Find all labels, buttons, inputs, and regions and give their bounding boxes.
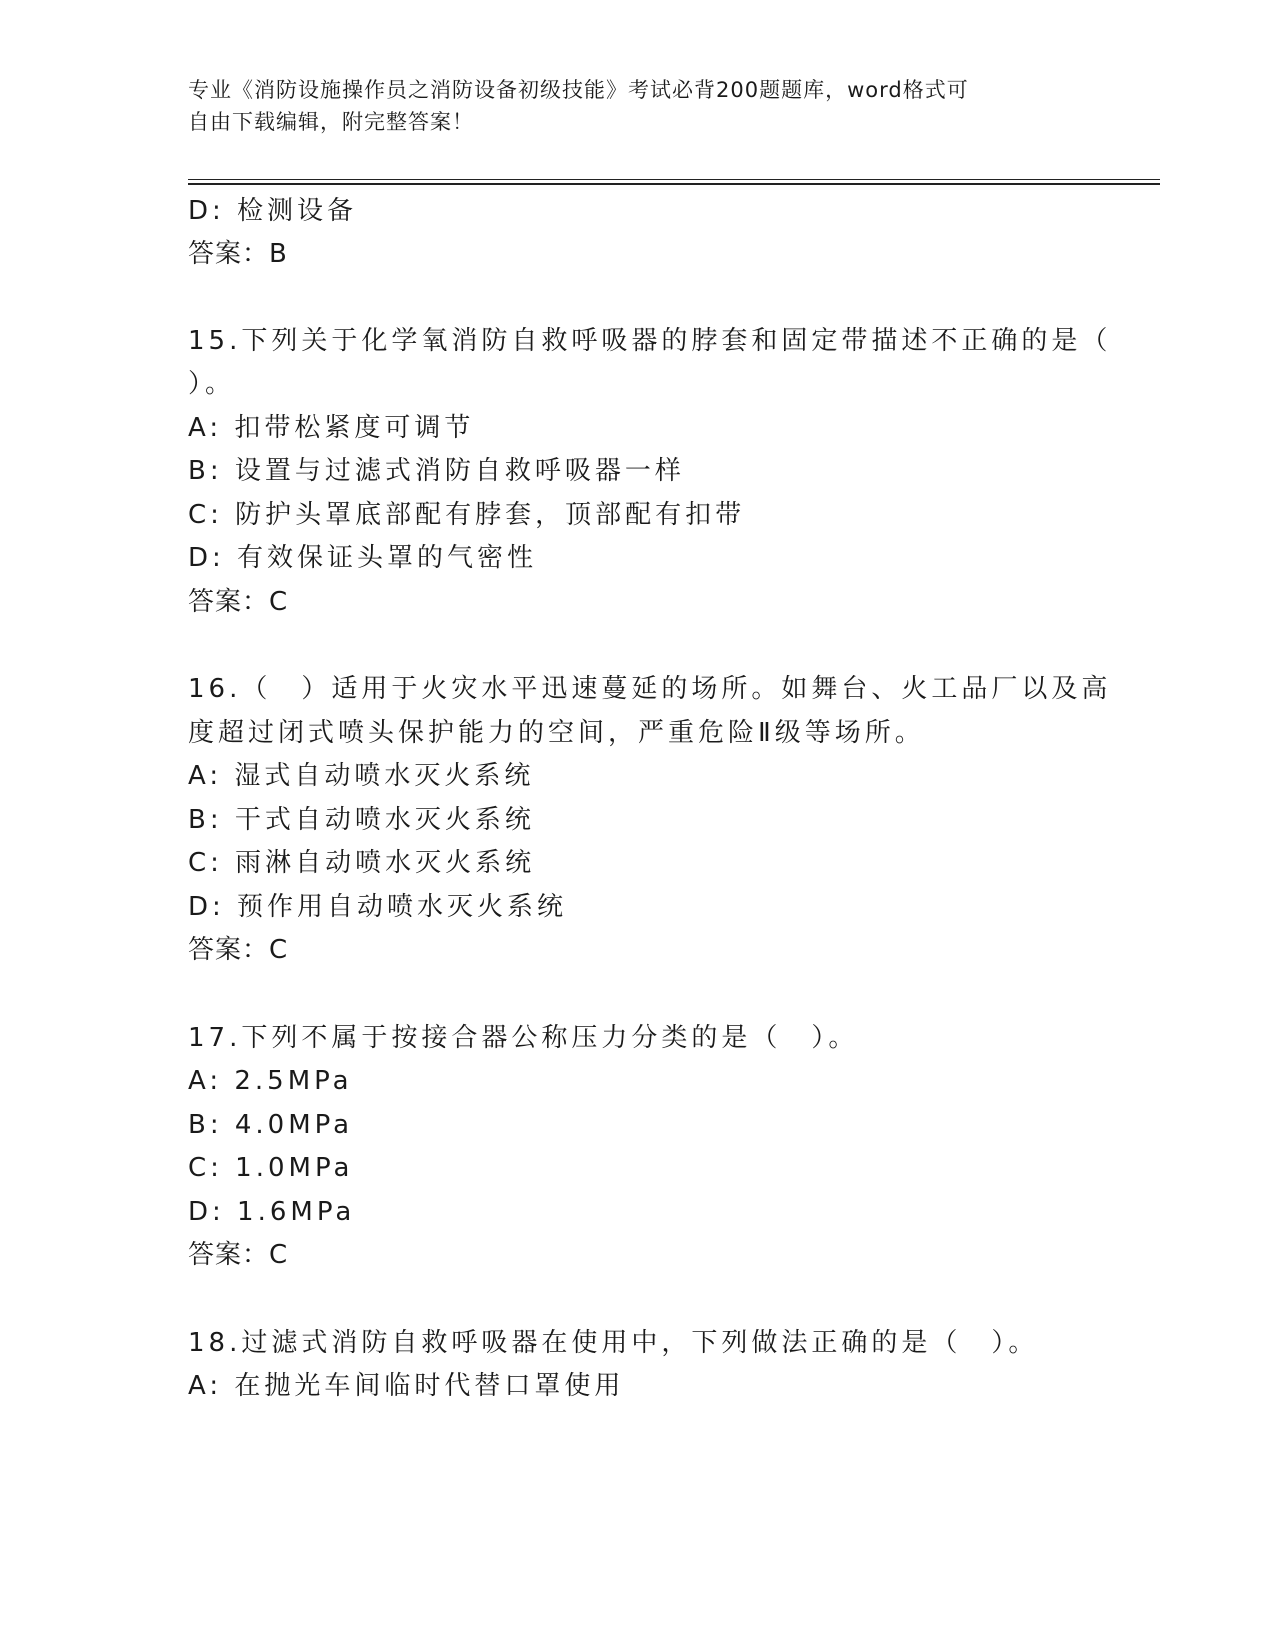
option-line: D: 检测设备 [188,196,358,226]
header-divider-thick [188,183,1160,185]
question-line: 16.（ ）适用于火灾水平迅速蔓延的场所。如舞台、火工品厂以及高 [188,674,1112,704]
option-line: A: 湿式自动喷水灭火系统 [188,761,535,791]
answer-line: 答案：C [188,1240,289,1270]
question-line: ）。 [188,369,236,399]
document-header [188,74,1088,138]
header-line-2: 自由下载编辑，附完整答案！ [188,110,474,134]
option-line: C: 1.0MPa [188,1153,354,1183]
answer-line: 答案：C [188,587,289,617]
option-line: D: 1.6MPa [188,1197,356,1227]
option-line: A: 扣带松紧度可调节 [188,413,475,443]
option-line: B: 设置与过滤式消防自救呼吸器一样 [188,456,685,486]
header-divider-thin [188,179,1160,180]
option-line: C: 雨淋自动喷水灭火系统 [188,848,536,878]
answer-line: 答案：C [188,935,289,965]
option-line: D: 预作用自动喷水灭火系统 [188,892,568,922]
option-line: C: 防护头罩底部配有脖套，顶部配有扣带 [188,500,746,530]
question-line: 17.下列不属于按接合器公称压力分类的是（ ）。 [188,1023,859,1053]
option-line: B: 4.0MPa [188,1110,354,1140]
question-line: 15.下列关于化学氧消防自救呼吸器的脖套和固定带描述不正确的是（ [188,326,1112,356]
option-line: A: 2.5MPa [188,1066,353,1096]
question-line: 度超过闭式喷头保护能力的空间，严重危险Ⅱ级等场所。 [188,718,925,748]
option-line: D: 有效保证头罩的气密性 [188,543,538,573]
header-line-1: 专业《消防设施操作员之消防设备初级技能》考试必背200题题库，word格式可 [188,78,969,102]
option-line: B: 干式自动喷水灭火系统 [188,805,535,835]
question-line: 18.过滤式消防自救呼吸器在使用中，下列做法正确的是（ ）。 [188,1328,1039,1358]
answer-line: 答案：B [188,239,288,269]
option-line: A: 在抛光车间临时代替口罩使用 [188,1371,625,1401]
